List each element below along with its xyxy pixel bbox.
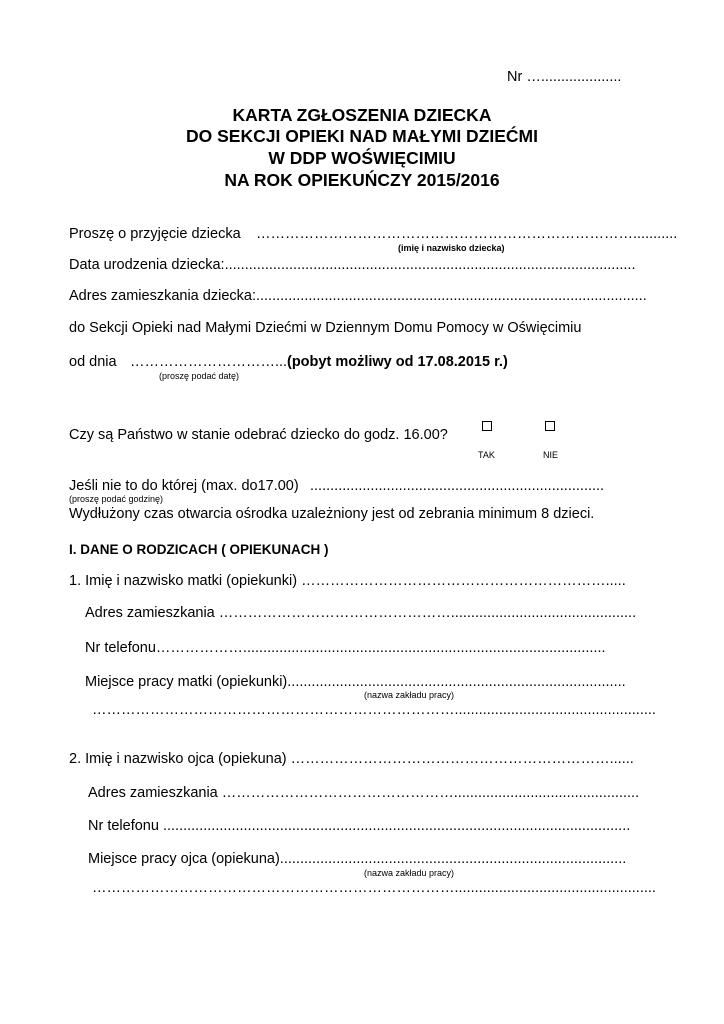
mother-work-continued[interactable]: ………………………………………………………………….................................................. xyxy=(92,702,656,718)
nie-label: NIE xyxy=(543,450,559,460)
father-work-hint: (nazwa zakładu pracy) xyxy=(364,868,455,878)
title-line-1: KARTA ZGŁOSZENIA DZIECKA xyxy=(232,105,492,125)
section-statement: do Sekcji Opieki nad Małymi Dziećmi w Dziennym Domu Pomocy w Oświęcimiu xyxy=(69,320,582,336)
title-line-2: DO SEKCJI OPIEKI NAD MAŁYMI DZIEĆMI xyxy=(186,126,538,146)
przyjecie-label: Proszę o przyjęcie dziecka xyxy=(69,226,241,242)
father-phone-field[interactable]: Nr telefonu .................................................................................................................... xyxy=(88,818,631,834)
birth-date-field[interactable]: Data urodzenia dziecka:...................................................................................................... xyxy=(69,257,636,273)
document-number: Nr ….................... xyxy=(507,69,622,85)
start-date-hint: (proszę podać datę) xyxy=(159,371,240,381)
pickup-time-hint: (proszę podać godzinę) xyxy=(69,494,164,504)
tak-label: TAK xyxy=(478,450,495,460)
father-work-field[interactable]: Miejsce pracy ojca (opiekuna)...................................................................................... xyxy=(88,851,627,867)
child-address-field[interactable]: Adres zamieszkania dziecka:................................................................................................. xyxy=(69,288,647,304)
father-address-field[interactable]: Adres zamieszkania ………………………………………….............................................. xyxy=(88,785,640,801)
title-line-3: W DDP WOŚWIĘCIMIU xyxy=(268,148,456,168)
father-work-continued[interactable]: ………………………………………………………………….................................................. xyxy=(92,880,656,896)
child-name-hint: (imię i nazwisko dziecka) xyxy=(398,243,505,253)
title-line-4: NA ROK OPIEKUŃCZY 2015/2016 xyxy=(224,170,500,190)
mother-work-hint: (nazwa zakładu pracy) xyxy=(364,690,455,700)
mother-name-field[interactable]: 1. Imię i nazwisko matki (opiekunki) ………………………………………………………..... xyxy=(69,573,626,589)
extended-hours-note: Wydłużony czas otwarcia ośrodka uzależniony jest od zebrania minimum 8 dzieci. xyxy=(69,506,595,522)
start-date-note: (pobyt możliwy od 17.08.2015 r.) xyxy=(287,354,508,370)
pickup-time-label: Jeśli nie to do której (max. do17.00) xyxy=(69,478,299,494)
mother-phone-field[interactable]: Nr telefonu……………….......................................................................................... xyxy=(85,640,606,656)
pickup-question: Czy są Państwo w stanie odebrać dziecko do godz. 16.00? xyxy=(69,427,448,443)
child-name-field[interactable]: ……………………………………………………………………........... xyxy=(256,226,678,242)
mother-address-field[interactable]: Adres zamieszkania ………………………………………….............................................. xyxy=(85,605,637,621)
nie-checkbox[interactable] xyxy=(545,421,555,431)
mother-work-field[interactable]: Miejsce pracy matki (opiekunki).................................................................................... xyxy=(85,674,626,690)
pickup-time-field[interactable]: ......................................................................... xyxy=(310,478,605,494)
tak-checkbox[interactable] xyxy=(482,421,492,431)
start-date-field[interactable]: …………………………... xyxy=(130,354,288,370)
section-heading-parents: I. DANE O RODZICACH ( OPIEKUNACH ) xyxy=(69,542,329,557)
start-date-label: od dnia xyxy=(69,354,117,370)
father-name-field[interactable]: 2. Imię i nazwisko ojca (opiekuna) …………………………………………………………...... xyxy=(69,751,634,767)
